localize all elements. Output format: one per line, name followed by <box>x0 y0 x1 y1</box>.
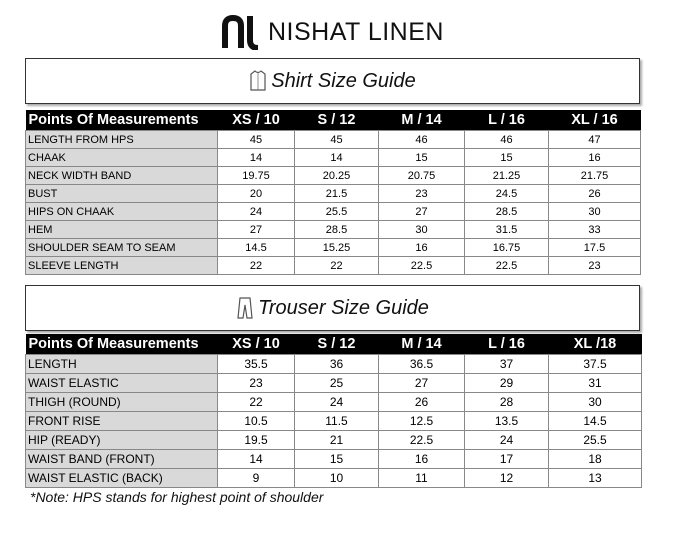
measurement-label: SHOULDER SEAM TO SEAM <box>26 239 218 257</box>
nishat-linen-logo-icon <box>222 14 262 50</box>
size-value: 22.5 <box>379 431 465 450</box>
size-value: 18 <box>549 450 642 469</box>
column-header: Points Of Measurements <box>26 334 218 355</box>
size-value: 20 <box>218 185 295 203</box>
measurement-label: WAIST ELASTIC (BACK) <box>26 469 218 488</box>
size-value: 15 <box>465 149 549 167</box>
size-value: 37.5 <box>549 355 642 374</box>
size-value: 22 <box>295 257 379 275</box>
size-value: 15.25 <box>295 239 379 257</box>
size-value: 16 <box>379 239 465 257</box>
size-value: 28 <box>465 393 549 412</box>
size-value: 21 <box>295 431 379 450</box>
table-row <box>26 431 642 450</box>
column-header: XS / 10 <box>218 334 295 355</box>
table-row <box>26 221 641 239</box>
column-header: L / 16 <box>465 334 549 355</box>
size-value: 14 <box>295 149 379 167</box>
size-value: 30 <box>549 203 641 221</box>
measurement-label: THIGH (ROUND) <box>26 393 218 412</box>
size-value: 45 <box>218 131 295 149</box>
size-value: 33 <box>549 221 641 239</box>
table-row <box>26 167 641 185</box>
size-value: 37 <box>465 355 549 374</box>
shirt-icon <box>249 70 267 92</box>
measurement-label: BUST <box>26 185 218 203</box>
size-value: 19.5 <box>218 431 295 450</box>
column-header: L / 16 <box>465 110 549 131</box>
size-value: 25 <box>295 374 379 393</box>
table-row <box>26 393 642 412</box>
size-value: 22.5 <box>379 257 465 275</box>
size-value: 30 <box>379 221 465 239</box>
size-value: 12.5 <box>379 412 465 431</box>
table-row <box>26 131 641 149</box>
size-value: 22.5 <box>465 257 549 275</box>
size-value: 15 <box>379 149 465 167</box>
size-value: 26 <box>549 185 641 203</box>
size-value: 31.5 <box>465 221 549 239</box>
size-value: 14.5 <box>549 412 642 431</box>
size-value: 25.5 <box>295 203 379 221</box>
size-value: 20.75 <box>379 167 465 185</box>
size-value: 24 <box>295 393 379 412</box>
size-value: 13.5 <box>465 412 549 431</box>
size-value: 23 <box>218 374 295 393</box>
column-header: S / 12 <box>295 334 379 355</box>
table-row <box>26 355 642 374</box>
size-value: 10.5 <box>218 412 295 431</box>
measurement-label: HIP (READY) <box>26 431 218 450</box>
size-value: 47 <box>549 131 641 149</box>
measurement-label: CHAAK <box>26 149 218 167</box>
measurement-label: HIPS ON CHAAK <box>26 203 218 221</box>
table-row <box>26 185 641 203</box>
size-value: 21.75 <box>549 167 641 185</box>
size-value: 27 <box>379 203 465 221</box>
table-row <box>26 412 642 431</box>
measurement-label: FRONT RISE <box>26 412 218 431</box>
size-value: 17.5 <box>549 239 641 257</box>
column-header: Points Of Measurements <box>26 110 218 131</box>
measurement-label: NECK WIDTH BAND <box>26 167 218 185</box>
measurement-label: WAIST ELASTIC <box>26 374 218 393</box>
size-value: 14 <box>218 450 295 469</box>
size-value: 45 <box>295 131 379 149</box>
size-value: 14 <box>218 149 295 167</box>
column-header: M / 14 <box>379 334 465 355</box>
size-value: 14.5 <box>218 239 295 257</box>
size-value: 13 <box>549 469 642 488</box>
column-header: S / 12 <box>295 110 379 131</box>
size-value: 22 <box>218 257 295 275</box>
trouser-guide-header <box>25 285 640 331</box>
size-value: 17 <box>465 450 549 469</box>
size-value: 27 <box>379 374 465 393</box>
size-value: 24.5 <box>465 185 549 203</box>
size-value: 19.75 <box>218 167 295 185</box>
size-value: 36 <box>295 355 379 374</box>
size-value: 23 <box>549 257 641 275</box>
size-value: 28.5 <box>465 203 549 221</box>
table-row <box>26 149 641 167</box>
trouser-guide-title: Trouser Size Guide <box>258 296 429 319</box>
size-value: 15 <box>295 450 379 469</box>
size-value: 26 <box>379 393 465 412</box>
measurement-label: WAIST BAND (FRONT) <box>26 450 218 469</box>
size-value: 24 <box>218 203 295 221</box>
trouser-icon <box>236 297 254 319</box>
size-value: 31 <box>549 374 642 393</box>
measurement-label: LENGTH FROM HPS <box>26 131 218 149</box>
table-row <box>26 450 642 469</box>
size-value: 21.5 <box>295 185 379 203</box>
size-value: 12 <box>465 469 549 488</box>
brand-logo <box>222 14 444 50</box>
shirt-guide-header <box>25 58 640 104</box>
column-header: XL /18 <box>549 334 642 355</box>
column-header: M / 14 <box>379 110 465 131</box>
table-header-row <box>26 110 641 131</box>
measurement-label: HEM <box>26 221 218 239</box>
size-value: 46 <box>379 131 465 149</box>
size-value: 46 <box>465 131 549 149</box>
table-row <box>26 469 642 488</box>
table-row <box>26 374 642 393</box>
column-header: XL / 16 <box>549 110 641 131</box>
footnote: *Note: HPS stands for highest point of shoulder <box>30 489 324 505</box>
column-header: XS / 10 <box>218 110 295 131</box>
size-value: 11 <box>379 469 465 488</box>
size-value: 29 <box>465 374 549 393</box>
size-value: 36.5 <box>379 355 465 374</box>
size-value: 11.5 <box>295 412 379 431</box>
size-value: 22 <box>218 393 295 412</box>
shirt-size-table <box>25 110 641 275</box>
size-value: 23 <box>379 185 465 203</box>
trouser-size-table <box>25 334 642 488</box>
size-value: 16 <box>549 149 641 167</box>
size-value: 21.25 <box>465 167 549 185</box>
size-value: 27 <box>218 221 295 239</box>
size-value: 30 <box>549 393 642 412</box>
size-value: 9 <box>218 469 295 488</box>
size-value: 16 <box>379 450 465 469</box>
size-value: 35.5 <box>218 355 295 374</box>
size-value: 25.5 <box>549 431 642 450</box>
measurement-label: SLEEVE LENGTH <box>26 257 218 275</box>
size-value: 24 <box>465 431 549 450</box>
measurement-label: LENGTH <box>26 355 218 374</box>
size-value: 16.75 <box>465 239 549 257</box>
table-header-row <box>26 334 642 355</box>
shirt-guide-title: Shirt Size Guide <box>271 69 416 92</box>
table-row <box>26 257 641 275</box>
brand-name: NISHAT LINEN <box>268 17 444 46</box>
table-row <box>26 203 641 221</box>
size-value: 10 <box>295 469 379 488</box>
size-value: 28.5 <box>295 221 379 239</box>
table-row <box>26 239 641 257</box>
size-value: 20.25 <box>295 167 379 185</box>
